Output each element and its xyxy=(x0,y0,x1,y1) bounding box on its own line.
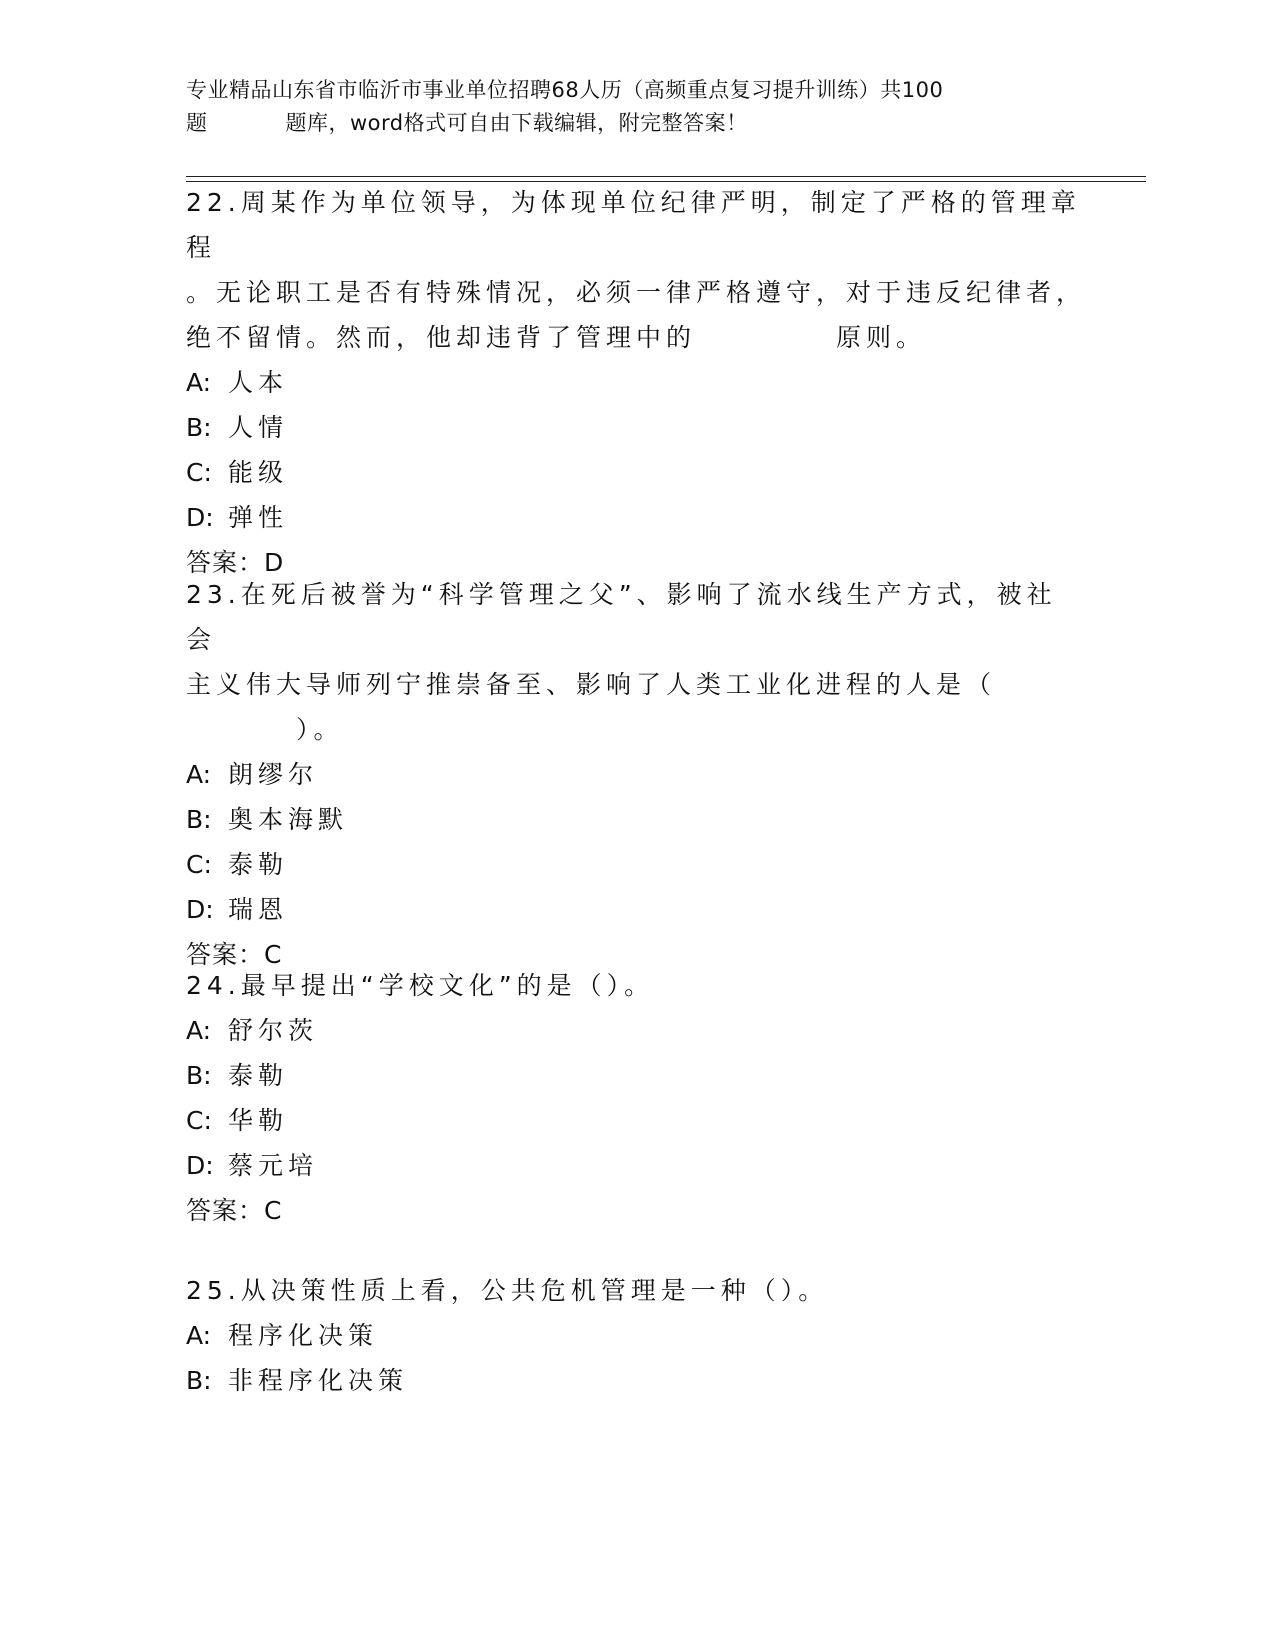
answer-line: 答案：D xyxy=(186,548,285,577)
option-b: B: 人情 xyxy=(186,413,289,442)
question-23 xyxy=(186,572,1086,977)
stem-line: 绝不留情。然而，他却违背了管理中的 xyxy=(186,323,697,352)
option-c: C: 华勒 xyxy=(186,1106,289,1135)
header-line-1: 专业精品山东省市临沂市事业单位招聘68人历（高频重点复习提升训练）共100 xyxy=(186,78,944,102)
option-c: C: 泰勒 xyxy=(186,850,289,879)
question-25 xyxy=(186,1268,1086,1403)
answer-line: 答案：C xyxy=(186,940,283,969)
answer-line: 答案：C xyxy=(186,1196,283,1225)
option-a: A: 人本 xyxy=(186,368,289,397)
option-d: D: 瑞恩 xyxy=(186,895,289,924)
option-d: D: 弹性 xyxy=(186,503,289,532)
option-a: A: 朗缪尔 xyxy=(186,760,319,789)
option-a: A: 舒尔茨 xyxy=(186,1016,319,1045)
header-line-2-end: 题库，word格式可自由下载编辑，附完整答案！ xyxy=(285,111,748,135)
document-header xyxy=(186,74,1086,140)
question-stem xyxy=(186,963,1086,1008)
stem-line: 。无论职工是否有特殊情况，必须一律严格遵守，对于违反纪律者， xyxy=(186,278,1087,307)
question-stem xyxy=(186,1268,1086,1313)
stem-line-end: 原则。 xyxy=(836,323,927,352)
option-d: D: 蔡元培 xyxy=(186,1151,319,1180)
question-stem xyxy=(186,572,1086,752)
stem-line: 主义伟大导师列宁推崇备至、影响了人类工业化进程的人是（ xyxy=(186,670,997,699)
stem-line: ）。 xyxy=(296,715,344,744)
question-24 xyxy=(186,963,1086,1233)
option-b: B: 非程序化决策 xyxy=(186,1366,409,1395)
option-b: B: 泰勒 xyxy=(186,1061,289,1090)
header-line-2 xyxy=(186,107,1086,140)
question-22 xyxy=(186,180,1086,585)
stem-line: 22.周某作为单位领导，为体现单位纪律严明，制定了严格的管理章程 xyxy=(186,188,1081,262)
stem-line: 24.最早提出“学校文化”的是（）。 xyxy=(186,971,655,1000)
header-divider-top xyxy=(186,176,1146,177)
option-a: A: 程序化决策 xyxy=(186,1321,379,1350)
option-c: C: 能级 xyxy=(186,458,289,487)
option-b: B: 奥本海默 xyxy=(186,805,349,834)
stem-line: 25.从决策性质上看，公共危机管理是一种（）。 xyxy=(186,1276,829,1305)
header-line-2-start: 题 xyxy=(186,111,208,135)
question-stem xyxy=(186,180,1086,360)
stem-line: 23.在死后被誉为“科学管理之父”、影响了流水线生产方式，被社会 xyxy=(186,580,1057,654)
